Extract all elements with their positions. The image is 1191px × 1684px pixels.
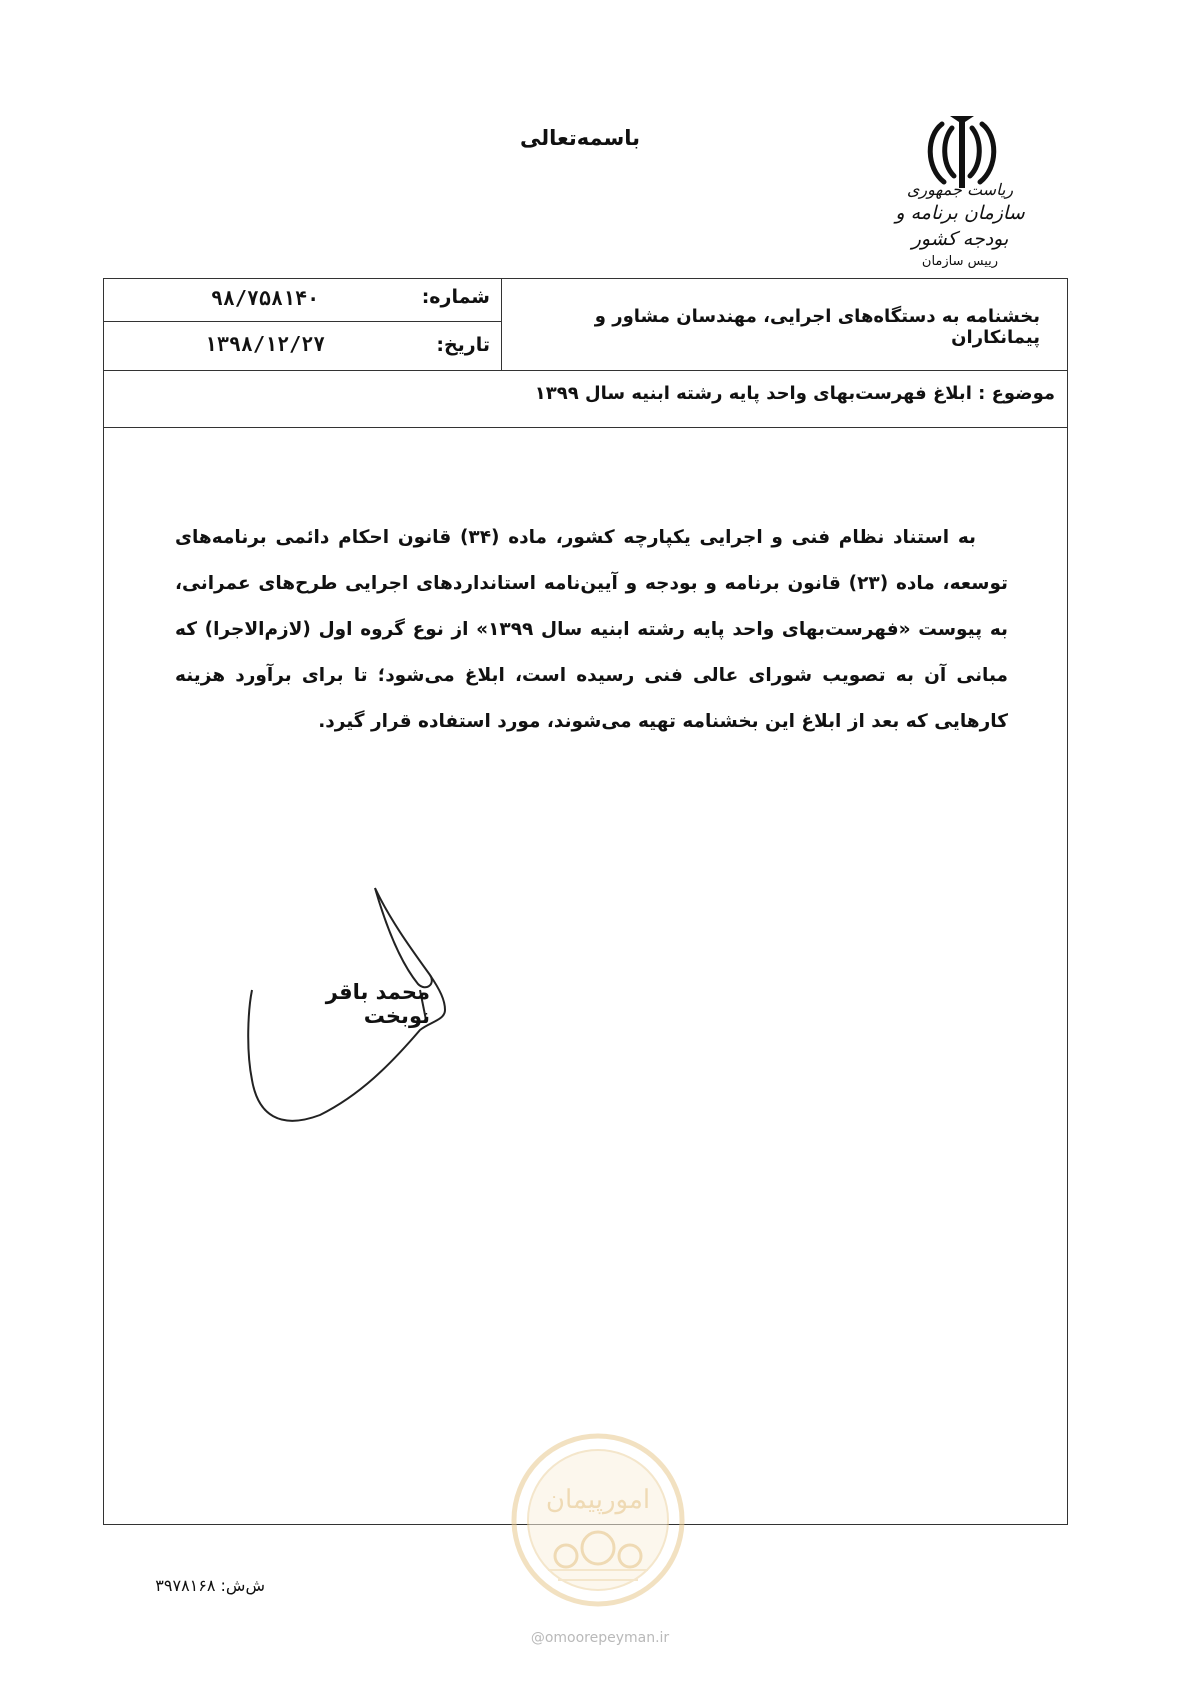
letter-body: به استناد نظام فنی و اجرایی یکپارچه کشور، ماده (۳۴) قانون احکام دائمی برنامه‌های توسعه، ماده (۲۳) قانون برنامه و بودجه و آیین‌نامه استانداردهای اجرایی طرح‌های عمرانی، به پیوست «فهرست‌بهای واحد پایه رشته ابنیه سال ۱۳۹۹» از نوع گروه اول (لازم‌الاجرا) که مبانی آن به تصویب شورای عالی فنی رسیده است، ابلاغ می‌شود؛ تا برای برآورد هزینه کارهایی که بعد از ابلاغ این بخشنامه تهیه می‌شوند، مورد استفاده قرار گیرد. — [175, 527, 1008, 732]
org-presidency: ریاست جمهوری — [906, 180, 1014, 199]
recipients: بخشنامه به دستگاه‌های اجرایی، مهندسان مشاور و پیمانکاران — [594, 306, 1040, 348]
number-label: شماره: — [421, 286, 490, 308]
org-role: رییس سازمان — [921, 254, 999, 269]
stamp-text: امورپیمان — [545, 1485, 651, 1515]
basmeh-heading: باسمه‌تعالی — [520, 126, 640, 150]
watermark-stamp — [508, 1430, 688, 1610]
reference-number: ش‌ش: ۳۹۷۸۱۶۸ — [155, 1576, 265, 1595]
divider — [501, 278, 502, 370]
website-watermark: @omoorepeyman.ir — [530, 1630, 670, 1646]
date-label: تاریخ: — [436, 334, 490, 356]
signer-name: محمد باقر نوبخت — [325, 980, 430, 1028]
number-value: ۹۸/۷۵۸۱۴۰ — [210, 286, 320, 310]
organization-block — [880, 180, 1040, 272]
date-value: ۱۳۹۸/۱۲/۲۷ — [204, 332, 326, 356]
divider — [103, 427, 1068, 428]
org-name: سازمان برنامه و بودجه کشور — [895, 202, 1025, 250]
divider — [103, 321, 501, 322]
divider — [103, 370, 1068, 371]
subject-line: موضوع : ابلاغ فهرست‌بهای واحد پایه رشته ابنیه سال ۱۳۹۹ — [534, 383, 1055, 404]
